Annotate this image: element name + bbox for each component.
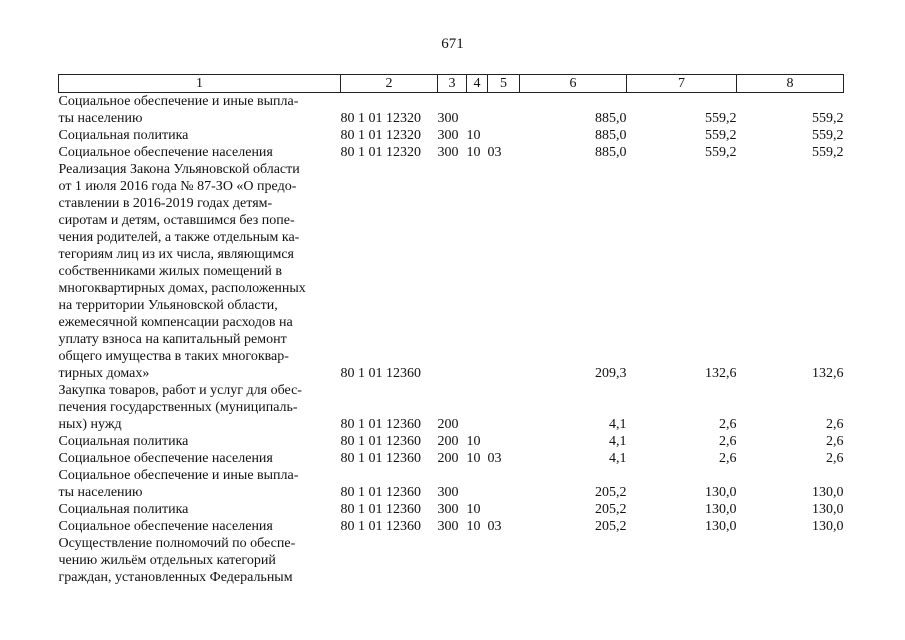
- header-row: [59, 75, 844, 93]
- row-value-col8: 559,2: [812, 145, 844, 160]
- row-value-col8: 2,6: [826, 451, 844, 466]
- row-value-col6: 205,2: [595, 502, 627, 517]
- row-section-code: 300: [437, 111, 459, 126]
- row-name: Социальная политика: [58, 434, 189, 449]
- table-row: [59, 93, 844, 128]
- row-value-col7: 559,2: [705, 111, 737, 126]
- row-value-col6: 205,2: [595, 485, 627, 500]
- table-row: [59, 433, 844, 450]
- row-section-code: [438, 535, 467, 586]
- row-subsection-detail: [488, 93, 520, 128]
- row-value-col6: 4,1: [609, 451, 627, 466]
- column-header: 2: [341, 75, 438, 93]
- column-header: 5: [488, 75, 520, 93]
- row-subsection-detail: [488, 501, 520, 518]
- row-code: 80 1 01 12320: [340, 128, 421, 143]
- column-header: 8: [737, 75, 844, 93]
- table-row: [59, 450, 844, 467]
- row-value-col7: 130,0: [705, 502, 737, 517]
- row-name: Социальное обеспечение и иные выпла- ты населению: [58, 94, 299, 126]
- row-value-col8: 132,6: [812, 366, 844, 381]
- row-value-col6: 205,2: [595, 519, 627, 534]
- row-value-col8: 2,6: [826, 417, 844, 432]
- row-subsection-code: [467, 467, 488, 501]
- row-value-col6: 209,3: [595, 366, 627, 381]
- row-value-col7: 2,6: [719, 451, 737, 466]
- row-name: Закупка товаров, работ и услуг для обес- печения государственных (муниципаль- ных) нужд: [58, 383, 302, 432]
- row-subsection-code: 10: [466, 128, 481, 143]
- column-header: 4: [467, 75, 488, 93]
- row-value-col8: 130,0: [812, 485, 844, 500]
- row-value-col7: 130,0: [705, 519, 737, 534]
- table-row: [59, 518, 844, 535]
- row-code: 80 1 01 12360: [340, 417, 421, 432]
- row-subsection-detail: [488, 433, 520, 450]
- row-subsection-detail: 03: [487, 451, 502, 466]
- row-subsection-detail: [488, 467, 520, 501]
- row-value-col7: 2,6: [719, 417, 737, 432]
- row-code: [341, 535, 438, 586]
- row-value-col6: [520, 535, 627, 586]
- row-subsection-code: [467, 93, 488, 128]
- row-code: 80 1 01 12360: [340, 366, 421, 381]
- row-code: 80 1 01 12360: [340, 434, 421, 449]
- column-header: 6: [520, 75, 627, 93]
- row-code: 80 1 01 12360: [340, 502, 421, 517]
- row-name: Реализация Закона Ульяновской области от 1 июля 2016 года № 87-ЗО «О предо- ставлении в 2016-2019 годах детям- сиротам и детям, оставшимся без попе- чения родителей, а также отдельным ка- тегориям лиц из их числа, являющимся собственниками жилых помещений в многоквартирных домах, расположенных на территории Ульяновской области, ежемесячной компенсации расходов на уплату взноса на капитальный ремонт общего имущества в таких многоквар- тирных домах»: [58, 162, 306, 381]
- row-subsection-detail: 03: [487, 519, 502, 534]
- row-name: Социальное обеспечение населения: [58, 451, 273, 466]
- table-row: [59, 535, 844, 586]
- table-row: [59, 127, 844, 144]
- row-value-col8: 2,6: [826, 434, 844, 449]
- row-value-col8: 130,0: [812, 502, 844, 517]
- row-section-code: 300: [437, 502, 459, 517]
- row-value-col6: 885,0: [595, 128, 627, 143]
- row-value-col8: [737, 535, 844, 586]
- row-subsection-code: [467, 535, 488, 586]
- row-subsection-code: [467, 382, 488, 433]
- row-code: 80 1 01 12320: [340, 145, 421, 160]
- row-name: Социальная политика: [58, 128, 189, 143]
- row-value-col6: 885,0: [595, 111, 627, 126]
- row-name: Социальное обеспечение населения: [58, 145, 273, 160]
- row-name: Социальное обеспечение и иные выпла- ты населению: [58, 468, 299, 500]
- row-name: Социальное обеспечение населения: [58, 519, 273, 534]
- page-number: 671: [441, 36, 464, 52]
- row-value-col7: 559,2: [705, 128, 737, 143]
- row-subsection-detail: [488, 161, 520, 382]
- row-value-col8: 559,2: [812, 128, 844, 143]
- row-code: 80 1 01 12360: [340, 485, 421, 500]
- table-row: [59, 382, 844, 433]
- column-header: 7: [627, 75, 737, 93]
- budget-table: [58, 74, 844, 586]
- row-name: Осуществление полномочий по обеспе- чению жильём отдельных категорий граждан, установленных Федеральным: [58, 536, 296, 585]
- table-row: [59, 467, 844, 501]
- row-section-code: 300: [437, 519, 459, 534]
- row-subsection-detail: [488, 535, 520, 586]
- row-value-col7: 132,6: [705, 366, 737, 381]
- row-code: 80 1 01 12360: [340, 519, 421, 534]
- row-code: 80 1 01 12360: [340, 451, 421, 466]
- row-section-code: 300: [437, 128, 459, 143]
- row-value-col6: 885,0: [595, 145, 627, 160]
- column-header: 3: [438, 75, 467, 93]
- row-value-col7: 2,6: [719, 434, 737, 449]
- table-row: [59, 144, 844, 161]
- row-code: 80 1 01 12320: [340, 111, 421, 126]
- row-subsection-code: 10: [466, 519, 481, 534]
- row-subsection-detail: 03: [487, 145, 502, 160]
- row-subsection-detail: [488, 382, 520, 433]
- row-subsection-code: 10: [466, 434, 481, 449]
- row-section-code: 200: [437, 451, 459, 466]
- row-section-code: 200: [437, 417, 459, 432]
- row-subsection-code: 10: [466, 145, 481, 160]
- row-value-col6: 4,1: [609, 434, 627, 449]
- row-value-col6: 4,1: [609, 417, 627, 432]
- row-subsection-detail: [488, 127, 520, 144]
- row-value-col7: 130,0: [705, 485, 737, 500]
- table-row: [59, 161, 844, 382]
- row-value-col8: 130,0: [812, 519, 844, 534]
- row-value-col7: [627, 535, 737, 586]
- row-section-code: 300: [437, 145, 459, 160]
- row-section-code: 200: [437, 434, 459, 449]
- row-subsection-code: 10: [466, 502, 481, 517]
- row-name: Социальная политика: [58, 502, 189, 517]
- table-row: [59, 501, 844, 518]
- row-value-col8: 559,2: [812, 111, 844, 126]
- row-value-col7: 559,2: [705, 145, 737, 160]
- row-section-code: [438, 161, 467, 382]
- column-header: 1: [59, 75, 341, 93]
- row-subsection-code: [467, 161, 488, 382]
- row-subsection-code: 10: [466, 451, 481, 466]
- row-section-code: 300: [437, 485, 459, 500]
